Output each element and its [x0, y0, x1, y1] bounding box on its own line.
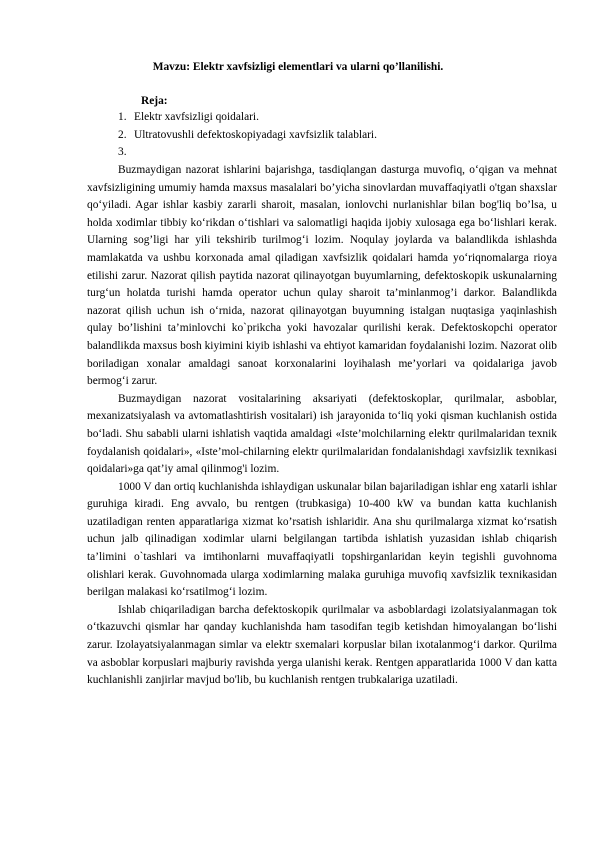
plan-heading: Reja:: [141, 95, 168, 107]
plan-item: [118, 127, 538, 145]
body-paragraph: Buzmaydigan nazorat ishlarini bajarishga, tasdiqlangan dasturga muvofiq, o‘qigan va mehnat xavfsizligining umumiy hamda maxsus masalalari bo’yicha sinovlardan muvaffaqiyatli o'tgan shaxslar qo‘yiladi. Agar ishlar kasbiy zararli sharoit, masalan, ionlovchi nurlanishlar bilan bog'liq bo’lsa, u holda xodimlar tibbiy ko‘rikdan o‘tishlari va salomatligi haqida ijobiy xulosaga ega bo‘lishlari kerak. Ularning sog’ligi har yili tekshirib turilmog‘i lozim. Noqulay joylarda va balandlikda ishlashda mamlakatda va ushbu korxonada amal qiladigan xavfsizlik qoidalari hamda yo‘riqnomalarga rioya etilishi zarur. Nazorat qilish paytida nazorat qilinayotgan buyumlarning, defektoskopik uskunalarning turg‘un holatda turishi hamda operator uchun qulay sharoit ta’minlanmog’i darkor. Balandlikda nazorat qilish uchun ish o‘rnida, nazorat qilinayotgan buyumning istalgan nuqtasiga yaqinlashish qulay bo’lishini ta’minlovchi ko`prikcha yoki havozalar qurilishi kerak. Defektoskopchi operator balandlikda maxsus bosh kiyimini kiyib ishlashi va ehtiyot kamaridan foydalanishi lozim. Nazorat olib boriladigan xonalar amaldagi sanoat korxonalarini loyihalash me’yorlari va qoidalariga javob bermog‘i zarur.: [87, 164, 557, 388]
plan-item: [118, 109, 538, 127]
plan-item-number: 1.: [118, 111, 127, 123]
plan-item-number: 2.: [118, 128, 127, 141]
document-title: Mavzu: Elektr xavfsizligi elementlari va ularni qo’llanilishi.: [152, 61, 444, 73]
document-body: [87, 162, 557, 690]
body-paragraph: Buzmaydigan nazorat vositalarining aksariyati (defektoskoplar, qurilmalar, asboblar, mexanizatsiyalash va avtomatlashtirish vositalari) ish jarayonida to‘liq yoki qisman kuchlanish ostida bo‘ladi. Shu sababli ularni ishlatish vaqtida amaldagi «Iste’molchilarning elektr qurilmalaridan texnik foydalanish qoidalari», «Iste’mol-chilarning elektr qurilmalaridan fondalanishdagi xavfsizlik texnikasi qoidalari»ga qat’iy amal qilinmog'i lozim.: [87, 392, 557, 476]
plan-item: [118, 144, 538, 162]
plan-item-text: Ultratovushli defektoskopiyadagi xavfsizlik talablari.: [134, 128, 377, 141]
plan-list: [118, 109, 538, 162]
body-paragraph: Ishlab chiqariladigan barcha defektoskopik qurilmalar va asboblardagi izolatsiyalanmagan tok o‘tkazuvchi qismlar har qanday kuchlanishda ham tasodifan tegib ketishdan himoyalangan bo‘lishi zarur. Izolayatsiyalanmagan simlar va elektr sxemalari korpuslar bilan ixotalanmog‘i darkor. Qurilma va asboblar korpuslari majburiy ravishda yerga ulanishi kerak. Rentgen apparatlarida 1000 V dan katta kuchlanishli zanjirlar mavjud bo'lib, bu kuchlanish rentgen trubkalariga uzatiladi.: [87, 603, 557, 687]
body-paragraph: 1000 V dan ortiq kuchlanishda ishlaydigan uskunalar bilan bajariladigan ishlar eng xatarli ishlar guruhiga kiradi. Eng avvalo, bu rentgen (trubkasiga) 10-400 kW va bundan katta kuchlanish uzatiladigan renten apparatlariga xizmat ko’rsatish ishlaridir. Ana shu qurilmalarga xizmat ko‘rsatish uchun jalb qilinadigan xodimlar ularni belgilangan tartibda ishlatish yuzasidan ishlab chiqarish ta’limini o`tashlari va imtihonlarni muvaffaqiyatli topshirganlaridan keyin tegishli guvohnoma olishlari kerak. Guvohnomada ularga xodimlarning malaka guruhiga muvofiq xavfsizlik texnikasidan berilgan malakasi ko‘rsatilmog‘i lozim.: [87, 480, 557, 599]
plan-item-number: 3.: [118, 146, 127, 159]
plan-item-text: Elektr xavfsizligi qoidalari.: [134, 111, 259, 123]
